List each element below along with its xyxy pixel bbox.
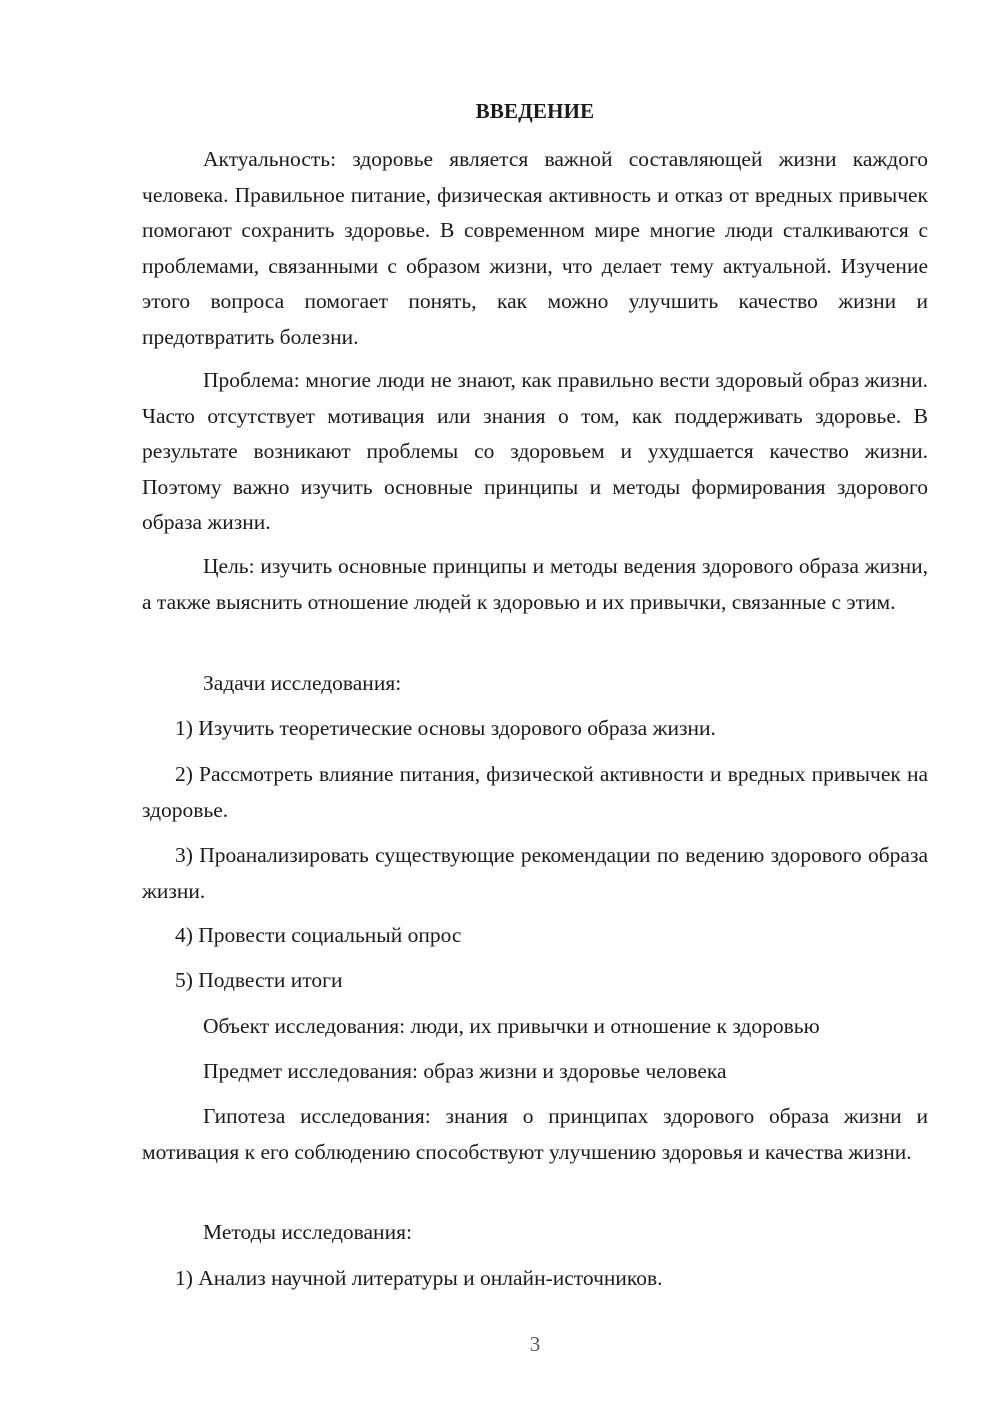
task-item-1: 1) Изучить теоретические основы здорового образа жизни. xyxy=(175,716,716,740)
relevance-paragraph: Актуальность: здоровье является важной составляющей жизни каждого человека. Правильное питание, физическая активность и отказ от вредных привычек помогают сохранить здоровье. В современном мире многие люди сталкиваются с проблемами, связанными с образом жизни, что делает тему актуальной. Изучение этого вопроса помогает понять, как можно улучшить качество жизни и предотвратить болезни. xyxy=(142,147,928,349)
object-line: Объект исследования: люди, их привычки и отношение к здоровью xyxy=(203,1014,820,1038)
task-item-2: 2) Рассмотреть влияние питания, физической активности и вредных привычек на здоровье. xyxy=(142,762,928,822)
tasks-heading: Задачи исследования: xyxy=(203,671,402,695)
task-item-5: 5) Подвести итоги xyxy=(175,968,343,992)
subject-line: Предмет исследования: образ жизни и здоровье человека xyxy=(203,1059,727,1083)
task-item-3: 3) Проанализировать существующие рекомендации по ведению здорового образа жизни. xyxy=(142,843,928,903)
problem-paragraph: Проблема: многие люди не знают, как правильно вести здоровый образ жизни. Часто отсутствует мотивация или знания о том, как поддерживать здоровье. В результате возникают проблемы со здоровьем и ухудшается качество жизни. Поэтому важно изучить основные принципы и методы формирования здорового образа жизни. xyxy=(142,368,928,534)
section-title: ВВЕДЕНИЕ xyxy=(475,99,595,123)
page-number: 3 xyxy=(529,1332,541,1356)
task-item-4: 4) Провести социальный опрос xyxy=(175,923,462,947)
document-page xyxy=(142,0,928,1414)
goal-paragraph: Цель: изучить основные принципы и методы ведения здорового образа жизни, а также выяснить отношение людей к здоровью и их привычки, связанные с этим. xyxy=(142,554,928,614)
hypothesis-paragraph: Гипотеза исследования: знания о принципах здорового образа жизни и мотивация к его соблюдению способствуют улучшению здоровья и качества жизни. xyxy=(142,1104,928,1164)
methods-heading: Методы исследования: xyxy=(203,1220,412,1244)
method-item-1: 1) Анализ научной литературы и онлайн-источников. xyxy=(175,1266,663,1290)
